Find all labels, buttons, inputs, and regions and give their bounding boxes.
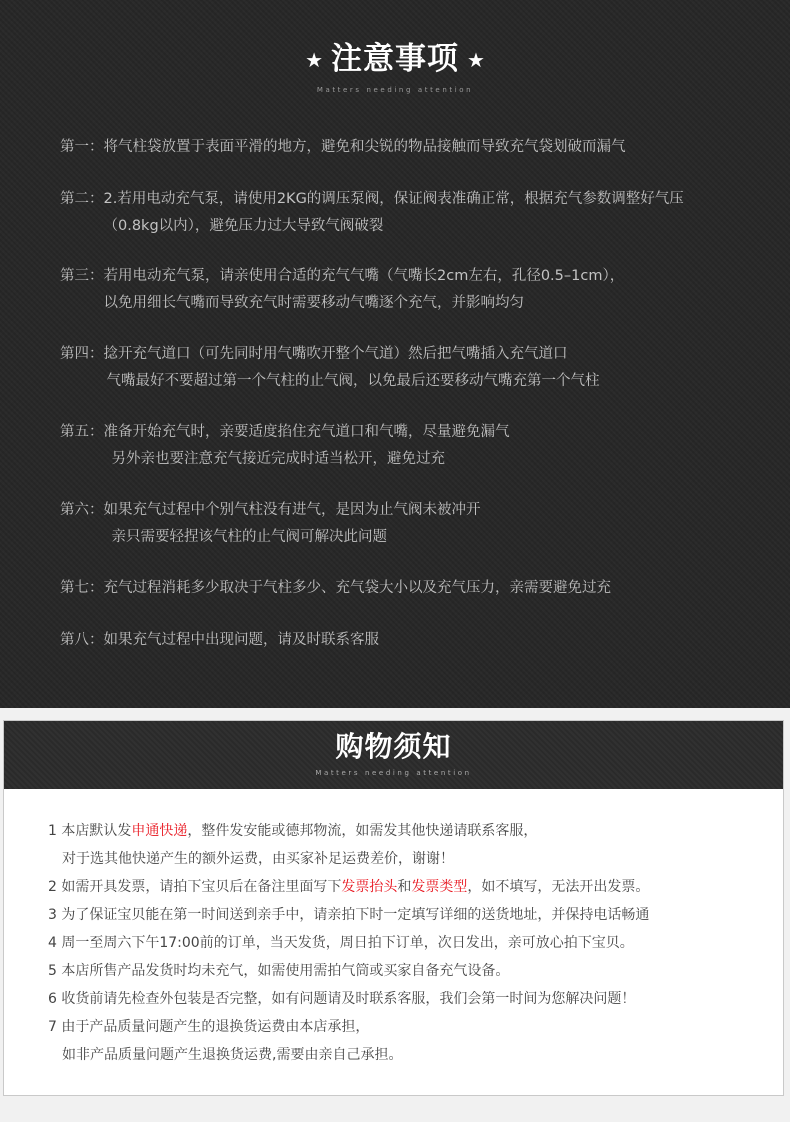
notice-item-text: 2.若用电动充气泵，请使用2KG的调压泵阀，保证阀表准确正常，根据充气参数调整好气压 xyxy=(103,191,684,207)
highlight-invoice-title: 发票抬头 xyxy=(341,879,398,895)
shopping-notice-title: 购物须知 xyxy=(335,730,452,763)
notice-item-8 xyxy=(60,627,760,654)
notice-item-label: 第六： xyxy=(60,502,104,518)
notice-item-label: 第五： xyxy=(60,424,104,440)
notice-item-text: 充气过程消耗多少取决于气柱多少、充气袋大小以及充气压力，亲需要避免过充 xyxy=(103,580,611,596)
shopping-notice-subtitle: Matters needing attention xyxy=(315,769,472,777)
shopping-notice-card xyxy=(3,720,784,1096)
shopping-notice-list xyxy=(48,817,768,1069)
list-item xyxy=(48,873,768,901)
list-item xyxy=(48,817,768,845)
notice-item-label: 第七： xyxy=(60,580,104,596)
notice-item-7 xyxy=(60,575,760,602)
list-item-text: 如非产品质量问题产生退换货运费,需要由亲自己承担。 xyxy=(62,1047,403,1063)
notice-item-text: 若用电动充气泵，请亲使用合适的充气气嘴（气嘴长2cm左右，孔径0.5–1cm）， xyxy=(103,268,625,284)
list-item-text: 6 收货前请先检查外包装是否完整，如有问题请及时联系客服，我们会第一时间为您解决问题！ xyxy=(48,991,636,1007)
list-item xyxy=(48,901,768,929)
notice-item-text: 将气柱袋放置于表面平滑的地方，避免和尖锐的物品接触而导致充气袋划破而漏气 xyxy=(103,139,626,155)
notice-item-label: 第四： xyxy=(60,346,104,362)
notice-subtitle: Matters needing attention xyxy=(316,86,474,94)
notice-item-text: 亲只需要轻捏该气柱的止气阀可解决此问题 xyxy=(111,529,387,545)
notice-item-text: 另外亲也要注意充气接近完成时适当松开，避免过充 xyxy=(111,451,445,467)
notice-item-text: 气嘴最好不要超过第一个气柱的止气阀，以免最后还要移动气嘴充第一个气柱 xyxy=(106,373,600,389)
list-item-text: 3 为了保证宝贝能在第一时间送到亲手中，请亲拍下时一定填写详细的送货地址，并保持电话畅通 xyxy=(48,907,650,923)
notice-item-text: 捻开充气道口（可先同时用气嘴吹开整个气道）然后把气嘴插入充气道口 xyxy=(103,346,568,362)
notice-item-label: 第二： xyxy=(60,191,104,207)
list-item xyxy=(48,929,768,957)
notice-item-5 xyxy=(60,419,760,473)
list-item-text: 2 如需开具发票，请拍下宝贝后在备注里面写下 xyxy=(48,879,342,895)
list-item-text: 和 xyxy=(397,879,412,895)
notice-item-text: 如果充气过程中出现问题，请及时联系客服 xyxy=(103,632,379,648)
notice-item-1 xyxy=(60,134,760,161)
notice-item-6 xyxy=(60,497,760,551)
list-item-text: 7 由于产品质量问题产生的退换货运费由本店承担， xyxy=(48,1019,370,1035)
list-item xyxy=(48,1013,768,1041)
notice-item-3 xyxy=(60,263,760,317)
list-item-text: ，如不填写，无法开出发票。 xyxy=(467,879,650,895)
list-item-text: 对于选其他快递产生的额外运费，由买家补足运费差价，谢谢！ xyxy=(62,851,454,867)
notice-title: 注意事项 xyxy=(331,41,459,77)
highlight-courier: 申通快递 xyxy=(131,823,188,839)
list-item xyxy=(48,985,768,1013)
notice-item-label: 第八： xyxy=(60,632,104,648)
list-item xyxy=(48,845,768,873)
notice-title-row xyxy=(0,41,790,77)
list-item xyxy=(48,1041,768,1069)
list-item-text: 4 周一至周六下午17:00前的订单，当天发货，周日拍下订单，次日发出，亲可放心拍下宝贝。 xyxy=(48,935,634,951)
notice-item-2 xyxy=(60,186,760,240)
notice-item-label: 第一： xyxy=(60,139,104,155)
star-icon: ★ xyxy=(305,47,323,72)
star-icon: ★ xyxy=(467,47,485,72)
notice-item-text: 准备开始充气时，亲要适度掐住充气道口和气嘴，尽量避免漏气 xyxy=(103,424,510,440)
notice-item-text: （0.8kg以内），避免压力过大导致气阀破裂 xyxy=(103,218,384,234)
list-item-text: 5 本店所售产品发货时均未充气，如需使用需拍气筒或买家自备充气设备。 xyxy=(48,963,510,979)
notice-item-text: 以免用细长气嘴而导致充气时需要移动气嘴逐个充气，并影响均匀 xyxy=(103,295,524,311)
notice-item-text: 如果充气过程中个别气柱没有进气，是因为止气阀未被冲开 xyxy=(103,502,481,518)
list-item-text: ，整件发安能或德邦物流，如需发其他快递请联系客服， xyxy=(187,823,538,839)
notice-item-4 xyxy=(60,341,760,395)
list-item xyxy=(48,957,768,985)
list-item-text: 1 本店默认发 xyxy=(48,823,132,839)
highlight-invoice-type: 发票类型 xyxy=(411,879,468,895)
shopping-notice-header xyxy=(4,721,783,789)
notice-item-label: 第三： xyxy=(60,268,104,284)
